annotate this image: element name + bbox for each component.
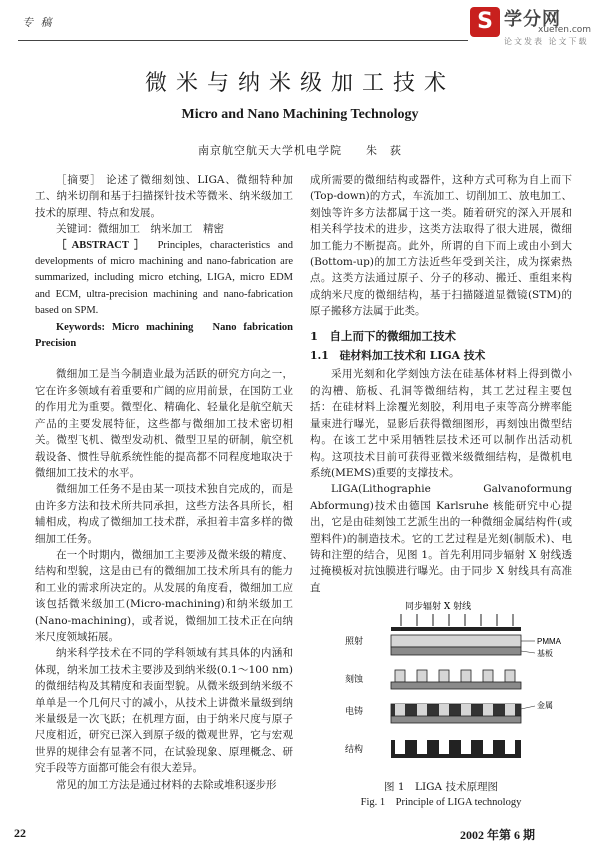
final-metal-structure <box>391 740 521 758</box>
pmma-label: PMMA <box>537 637 561 646</box>
abstract-english-text: Principles, characteristics and developments of micro machining and nano-fabrication are summarized, including micro etching, LIGA, micro EDM and ECM, ultra-precision machining and nano-fabrication based on SPM. <box>35 239 294 317</box>
right-column <box>310 172 572 596</box>
keywords-english-label: Keywords: <box>56 321 105 333</box>
xray-arrows <box>401 614 513 626</box>
body-paragraph: 微细加工任务不是由某一项技术独自完成的，而是由许多方法和技术所共同承担，这些方法各具所长，相辅相成，构成了微细加工技术群，承担着丰富多样的微细加工任务。 <box>35 483 293 545</box>
figure-liga-diagram <box>345 600 575 765</box>
step-label-etch: 刻蚀 <box>345 675 364 685</box>
body-paragraph: 成所需要的微细结构或器件，这种方式可称为自上而下(Top-down)的方式，车流加工、切削加工、放电加工、刻蚀等许多方法都属于这一类。随着研究的深入开展和相关科学技术的进步，这类方法取得了很大进展，微细加工能力不断提高。此外，所谓的自下而上或由小到大(Bottom-up)的加工方法近些年受到关注，成为探索热点。这类方法通过原子、分子的移动、搬迁、重组来构成纳米尺度的微细结构，基于扫描隧道显微镜(STM)的原子搬移方法属于此类。 <box>310 174 572 318</box>
keywords-english-text: Micro machining Nano fabrication Precision <box>35 321 304 350</box>
left-column <box>35 172 304 793</box>
logo-mark-icon: S <box>470 7 500 37</box>
mask-plate <box>391 627 521 631</box>
section-heading-1: 1 自上而下的微细加工技术 <box>310 328 457 343</box>
substrate-layer <box>391 647 521 655</box>
step-label-structure: 结构 <box>345 745 364 755</box>
electroformed-metal <box>391 704 521 716</box>
issue-label: 2002 年第 6 期 <box>460 828 536 842</box>
metal-label: 金属 <box>537 701 553 710</box>
keywords-chinese: 关键词：微细加工 纳米加工 精密 <box>56 223 224 236</box>
logo-url: xuefen.com <box>538 25 592 35</box>
abstract-chinese: ［摘要］ 论述了微细刻蚀、LIGA、微细特种加工、纳米切削和基于扫描探针技术等微米、纳米级加工技术的原理、特点和发展。 <box>35 174 293 219</box>
abstract-english <box>35 238 293 320</box>
body-paragraph: 采用光刻和化学刻蚀方法在硅基体材料上得到微小的沟槽、筋板、孔洞等微细结构，其工艺过程主要包括：在硅材料上涂覆光刻胶，利用电子束等高分辨率能量束进行曝光，显影后获得微细图形，再刻蚀出微型结构。在该工艺中采用牺牲层技术还可以制作出活动机构。这项技术目前可获得亚微米级微细结构，是微机电系统(MEMS)重要的支撑技术。 <box>310 368 572 479</box>
logo-subtitle: 论文发表 论文下载 <box>504 37 589 46</box>
body-paragraph: 微细加工是当今制造业最为活跃的研究方向之一，它在许多领域有着重要和广阔的应用前景，在国防工业的作用尤为重要。微型化、精确化、轻量化是航空航天产品的主要发展特征，这些都与微细加工技术密切相关。微型飞机、微型发动机、微型卫星的研制，航空机载设备、惯性导航系统性能的提高都不同程度地取决于微细加工技术的水平。 <box>35 368 293 479</box>
abstract-english-label: ［ABSTRACT］ <box>56 239 150 251</box>
author-line: 南京航空航天大学机电学院 朱 荻 <box>198 144 402 157</box>
keywords-english <box>35 320 304 353</box>
figure-caption-cn: 图 1 LIGA 技术原理图 <box>384 781 498 793</box>
substrate-layer <box>391 682 521 689</box>
body-paragraph: LIGA(Lithographie Galvanoformung Abformung)技术由德国 Karlsruhe 核能研究中心提出，它是由硅刻蚀工艺派生出的一种微细金属结构件(或塑料件)的制造技术。它的工艺过程是光刻(制版术)、电铸和注塑的结合，见图 1。首先利用同步辐射 X 射线透过掩模板对抗蚀膜进行曝光。由于同步 X 射线具有高准直 <box>310 483 572 594</box>
section-heading-1-1: 1.1 硅材料加工技术和 LIGA 技术 <box>310 349 486 363</box>
title-english: Micro and Nano Machining Technology <box>181 107 419 122</box>
body-paragraph: 纳米科学技术在不同的学科领域有其具体的内涵和体现，纳米加工技术主要涉及到纳米级(0.1～100 nm)的微细结构及其精度和表面型貌。从微米级到纳米级不单单是一个几何尺寸的减小，从技术上讲微米量级到纳米量级是一次飞跃；在机理方面，由于纳米尺度与原子尺度相近，研究已深入到原子级的微观世界，它与宏观世界的规律会有显著不同，在试验现象、原理概念、研究手段等方面都可能会有很大差异。 <box>35 647 293 775</box>
substrate-label: 基板 <box>537 649 553 658</box>
page-number: 22 <box>14 826 26 840</box>
pmma-layer <box>391 635 521 647</box>
figure-caption <box>310 780 572 810</box>
step-label-electroform: 电铸 <box>345 707 364 717</box>
substrate-layer <box>391 716 521 723</box>
section-tag: 专 稿 <box>22 16 54 29</box>
body-paragraph: 在一个时期内，微细加工主要涉及微米级的精度、结构和型貌，这是由已有的微细加工技术所具有的能力和工业的需求所决定的。从发展的角度看，微细加工应该包括微米级加工(Micro-machining)和纳米级加工(Nano-machining)，或者说，微细加工技术正在向纳米尺度领域拓展。 <box>35 548 293 643</box>
logo-name: 学分网 <box>504 9 561 30</box>
body-paragraph: 常见的加工方法是通过材料的去除或堆积逐步形 <box>56 778 277 791</box>
title-chinese: 微米与纳米级加工技术 <box>144 71 455 96</box>
site-logo[interactable] <box>468 3 598 45</box>
step-label-exposure: 照射 <box>345 637 364 647</box>
figure-caption-en: Fig. 1 Principle of LIGA technology <box>360 797 522 808</box>
figure-xray-label: 同步辐射 X 射线 <box>405 602 472 612</box>
etched-pillars <box>395 670 515 682</box>
page-header <box>0 0 600 56</box>
